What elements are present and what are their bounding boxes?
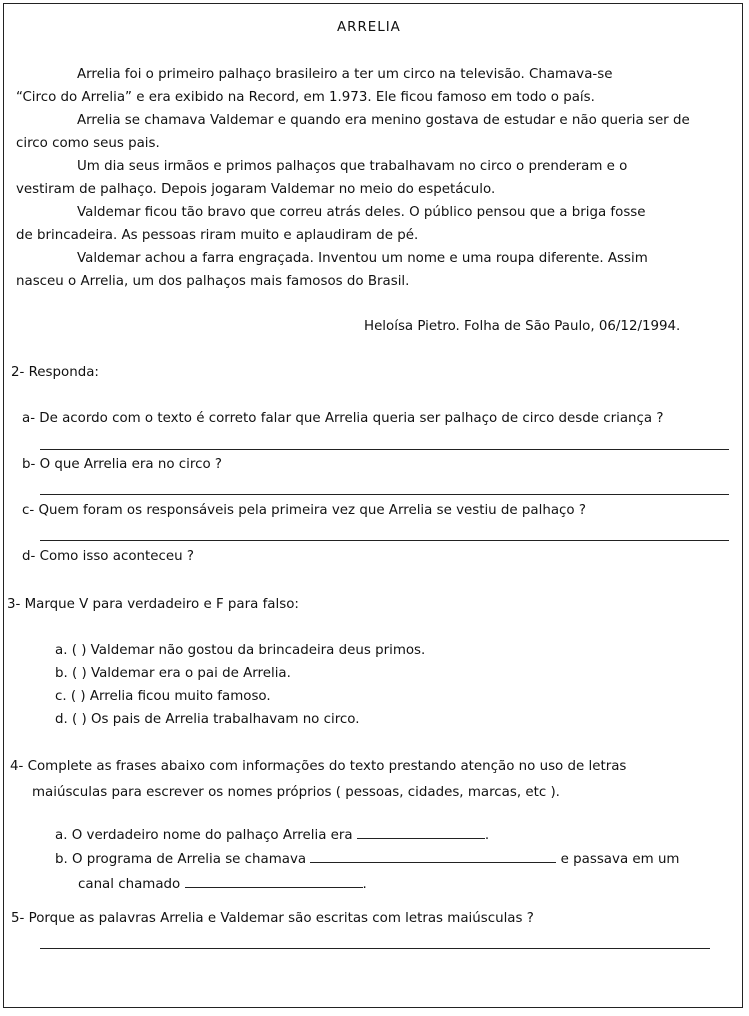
- q4-b-prefix: b. O programa de Arrelia se chamava: [55, 852, 307, 867]
- text-line: Arrelia se chamava Valdemar e quando era menino gostava de estudar e não queria ser de: [77, 113, 690, 128]
- q4-b-sentence: [55, 850, 679, 869]
- q4-instruction-cont: maiúsculas para escrever os nomes próprios ( pessoas, cidades, marcas, etc ).: [32, 785, 560, 800]
- q4-a-blank[interactable]: [357, 826, 485, 839]
- q4-b-line2-suffix: .: [362, 877, 367, 892]
- q3-item: d. ( ) Os pais de Arrelia trabalhavam no circo.: [55, 712, 360, 727]
- text-line: Valdemar ficou tão bravo que correu atrás deles. O público pensou que a briga fosse: [77, 205, 646, 220]
- source-citation: Heloísa Pietro. Folha de São Paulo, 06/12/1994.: [364, 319, 681, 334]
- q3-item: b. ( ) Valdemar era o pai de Arrelia.: [55, 666, 291, 681]
- q2-a-question: a- De acordo com o texto é correto falar que Arrelia queria ser palhaço de circo desde criança ?: [22, 411, 664, 426]
- text-line: nasceu o Arrelia, um dos palhaços mais famosos do Brasil.: [16, 274, 410, 289]
- q4-b-sentence-cont: [78, 875, 367, 894]
- q3-item: a. ( ) Valdemar não gostou da brincadeira deus primos.: [55, 643, 426, 658]
- q4-b-blank-program[interactable]: [310, 850, 556, 863]
- q4-b-blank-channel[interactable]: [185, 875, 363, 888]
- q2-a-answer-line[interactable]: [40, 449, 729, 450]
- q2-heading: 2- Responda:: [11, 365, 99, 380]
- text-line: “Circo do Arrelia” e era exibido na Record, em 1.973. Ele ficou famoso em todo o país.: [16, 90, 595, 105]
- q4-b-suffix: e passava em um: [560, 852, 680, 867]
- text-line: Um dia seus irmãos e primos palhaços que trabalhavam no circo o prenderam e o: [77, 159, 628, 174]
- q2-b-answer-line[interactable]: [40, 494, 729, 495]
- q4-a-prefix: a. O verdadeiro nome do palhaço Arrelia era: [55, 828, 353, 843]
- q4-b-line2: canal chamado: [78, 877, 181, 892]
- q5-answer-line[interactable]: [40, 948, 710, 949]
- q4-instruction: 4- Complete as frases abaixo com informações do texto prestando atenção no uso de letras: [10, 759, 627, 774]
- text-line: Valdemar achou a farra engraçada. Inventou um nome e uma roupa diferente. Assim: [77, 251, 648, 266]
- q2-b-question: b- O que Arrelia era no circo ?: [22, 457, 223, 472]
- q2-c-answer-line[interactable]: [40, 540, 729, 541]
- q5-question: 5- Porque as palavras Arrelia e Valdemar são escritas com letras maiúsculas ?: [11, 911, 534, 926]
- q2-c-question: c- Quem foram os responsáveis pela primeira vez que Arrelia se vestiu de palhaço ?: [22, 503, 586, 518]
- q4-a-suffix: .: [484, 828, 490, 843]
- q4-a-sentence: [55, 826, 489, 845]
- q3-item: c. ( ) Arrelia ficou muito famoso.: [55, 689, 271, 704]
- page-title: ARRELIA: [337, 20, 401, 35]
- q2-d-question: d- Como isso aconteceu ?: [22, 549, 194, 564]
- text-line: circo como seus pais.: [16, 136, 160, 151]
- text-line: de brincadeira. As pessoas riram muito e aplaudiram de pé.: [16, 228, 419, 243]
- text-line: vestiram de palhaço. Depois jogaram Valdemar no meio do espetáculo.: [16, 182, 496, 197]
- text-line: Arrelia foi o primeiro palhaço brasileiro a ter um circo na televisão. Chamava-se: [77, 67, 613, 82]
- q3-heading: 3- Marque V para verdadeiro e F para falso:: [7, 597, 299, 612]
